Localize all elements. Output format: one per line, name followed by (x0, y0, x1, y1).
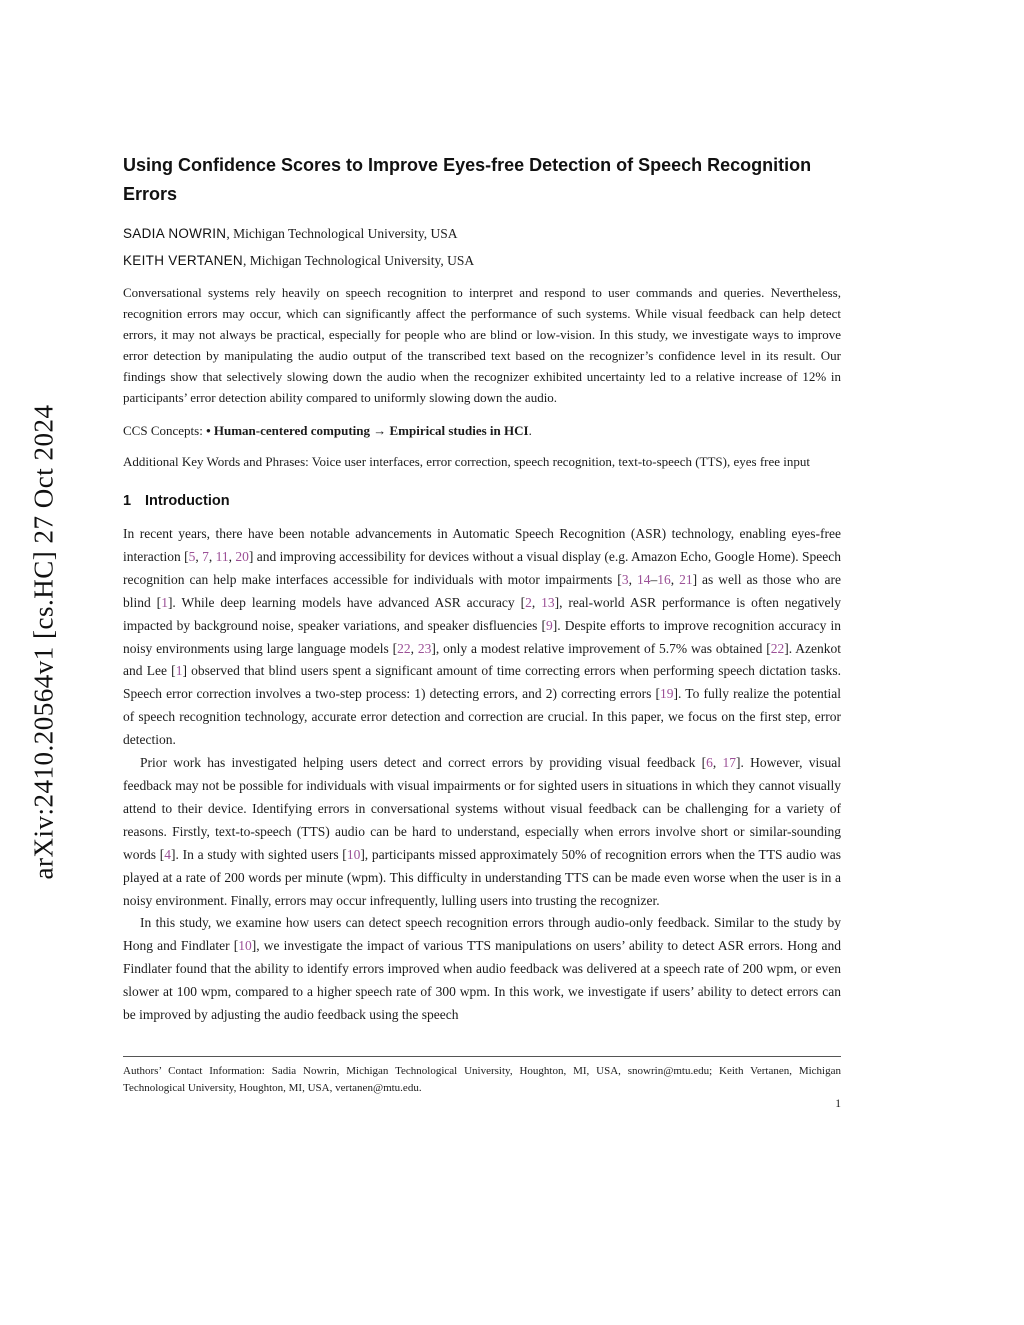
text-run: , (670, 571, 680, 587)
text-run: . (528, 423, 532, 438)
text-run: ], real-world ASR performance is often negatively impacted by background noise, speaker variations, and speaker disfluencies [ (123, 594, 841, 633)
text-run: In recent years, there have been notable advancements in Automatic Speech Recognition (ASR) technology, enabling eyes-free interaction [ (123, 526, 841, 564)
author-line (123, 220, 841, 247)
text-run: ] observed that blind users spent a significant amount of time correcting errors when performing speech dictation tasks. Speech error correction involves a two-step process: 1) detecting errors, and 2) correcting errors [ (123, 663, 841, 702)
citation-link[interactable]: 3 (621, 571, 629, 587)
page-number: 1 (835, 1098, 841, 1110)
citation-link[interactable]: 2 (525, 594, 532, 610)
citation-link[interactable]: 16 (657, 571, 671, 587)
section-body (123, 523, 841, 1027)
text-run: , (195, 548, 203, 564)
text-run: , (628, 571, 637, 587)
author-line (123, 247, 841, 274)
citation-link[interactable]: 5 (188, 548, 196, 564)
citation-link[interactable]: 1 (175, 663, 183, 679)
text-run: • (206, 423, 214, 438)
text-run: Empirical studies in HCI (389, 423, 529, 438)
citation-link[interactable]: 6 (706, 755, 713, 771)
ccs-concepts (123, 421, 841, 441)
citation-link[interactable]: 4 (164, 846, 171, 862)
paper-title: Using Confidence Scores to Improve Eyes-free Detection of Speech Recognition Errors (123, 155, 812, 204)
text-run: , (228, 548, 236, 564)
citation-link[interactable]: 9 (546, 617, 553, 633)
text-run: Human-centered computing (213, 423, 371, 438)
section-title: Introduction (145, 493, 230, 509)
citation-link[interactable]: 14 (636, 571, 651, 587)
text-run: , (208, 548, 216, 564)
text-run: In this study, we examine how users can detect speech recognition errors through audio-only feedback. Similar to the study by Hong and Findlater [ (123, 915, 841, 954)
author-name: SADIA NOWRIN (123, 226, 227, 241)
text-run: ]. To fully realize the potential of speech recognition technology, accurate error detection and correction are crucial. In this paper, we focus on the first step, error detection. (123, 686, 841, 748)
author-block (123, 220, 841, 274)
citation-link[interactable]: 10 (346, 846, 361, 862)
paragraph (123, 523, 841, 752)
citation-link[interactable]: 17 (722, 755, 737, 771)
section-heading (123, 493, 841, 509)
citation-link[interactable]: 20 (235, 548, 249, 564)
author-affiliation: , Michigan Technological University, USA (226, 226, 458, 241)
section-number: 1 (123, 493, 132, 509)
citation-link[interactable]: 7 (202, 548, 209, 564)
citation-link[interactable]: 13 (541, 594, 555, 610)
text-run: ] and improving accessibility for devices without a visual display (e.g. Amazon Echo, Google Home). Speech recognition can help make interfaces accessible for individuals with motor impairments [ (123, 548, 842, 587)
paragraph (123, 752, 841, 912)
author-name: KEITH VERTANEN (123, 253, 243, 268)
text-run: ]. However, visual feedback may not be possible for individuals with visual impairments or for sighted users in situations in which they cannot visually attend to their device. Identifying errors in conversational systems without visual feedback can be challenging for a variety of reasons. Firstly, text-to-speech (TTS) audio can be hard to understand, especially when errors involve short or similar-sounding words [ (123, 755, 842, 862)
text-run: ], we investigate the impact of various TTS manipulations on users’ ability to detect ASR errors. Hong and Findlater found that the ability to identify errors improved when audio feedback was delivered at a speech rate of 200 wpm, or even slower at 100 wpm, compared to a higher speech rate of 300 wpm. In this work, we investigate if users’ ability to detect errors can be improved by adjusting the audio feedback using the speech (123, 938, 841, 1023)
text-run: , (712, 755, 723, 771)
text-run: ]. Despite efforts to improve recognition accuracy in noisy environments using large language models [ (123, 617, 841, 656)
citation-link[interactable]: 1 (161, 594, 168, 610)
text-run: Prior work has investigated helping users detect and correct errors by providing visual feedback [ (140, 755, 707, 771)
text-run: – (650, 571, 658, 587)
footnote-rule (123, 1056, 841, 1057)
citation-link[interactable]: 21 (679, 571, 693, 587)
citation-link[interactable]: 19 (660, 686, 674, 702)
text-run: ] as well as those who are blind [ (123, 571, 841, 610)
citation-link[interactable]: 22 (397, 640, 411, 656)
contact-footnote: Authors’ Contact Information: Sadia Nowrin, Michigan Technological University, Houghton, MI, USA, snowrin@mtu.edu; Keith Vertanen, Michigan Technological University, Houghton, MI, USA, vertanen@mtu.edu. (123, 1065, 841, 1094)
text-run: ]. Azenkot and Lee [ (123, 640, 841, 679)
text-run: ], only a modest relative improvement of 5.7% was obtained [ (431, 640, 771, 656)
text-run: CCS Concepts: (123, 423, 207, 438)
text-run: , (410, 640, 418, 656)
text-run: ]. While deep learning models have advanced ASR accuracy [ (167, 594, 526, 610)
keywords-line: Additional Key Words and Phrases: Voice user interfaces, error correction, speech recognition, text-to-speech (TTS), eyes free input (123, 454, 811, 469)
text-run: → (370, 423, 390, 438)
text-run: ], participants missed approximately 50% of recognition errors when the TTS audio was played at a rate of 200 words per minute (wpm). This difficulty in understanding TTS can be made even worse when the user is in a noisy environment. Finally, errors may occur infrequently, lulling users into trusting the recognizer. (123, 846, 841, 908)
paragraph (123, 912, 841, 1027)
citation-link[interactable]: 23 (417, 640, 432, 656)
citation-link[interactable]: 11 (215, 548, 229, 564)
text-run: , (531, 594, 542, 610)
arxiv-watermark: arXiv:2410.20564v1 [cs.HC] 27 Oct 2024 (28, 404, 59, 880)
citation-link[interactable]: 22 (770, 640, 785, 656)
citation-link[interactable]: 10 (238, 938, 252, 954)
author-affiliation: , Michigan Technological University, USA (242, 253, 475, 268)
abstract-text: Conversational systems rely heavily on speech recognition to interpret and respond to user commands and queries. Nevertheless, recognition errors may occur, which can significantly affect the performance of such systems. While visual feedback can help detect errors, it may not always be practical, especially for people who are blind or low-vision. In this study, we investigate ways to improve error detection by manipulating the audio output of the transcribed text based on the recognizer’s confidence level in its result. Our findings show that selectively slowing down the audio when the recognizer exhibited uncertainty led to a relative increase of 12% in participants’ error detection ability compared to uniformly slowing down the audio. (123, 285, 841, 405)
text-run: ]. In a study with sighted users [ (171, 846, 347, 862)
